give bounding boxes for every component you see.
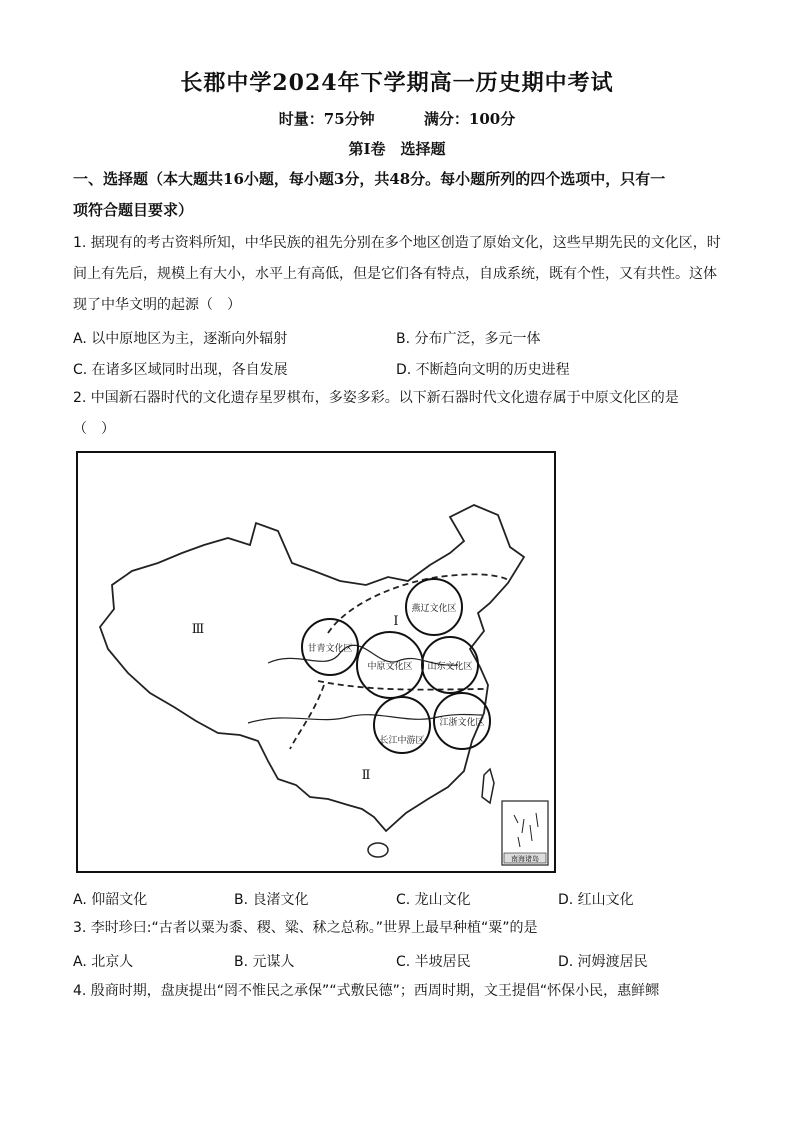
taiwan-island xyxy=(482,769,494,803)
boundary-middle xyxy=(318,681,488,690)
q3-option-a[interactable]: A. 北京人 xyxy=(73,954,134,970)
boundary-west xyxy=(290,685,324,749)
label-ganqing: 甘青文化区 xyxy=(307,644,353,654)
q2-option-b[interactable]: B. 良渚文化 xyxy=(234,892,309,908)
label-changjiang: 长江中游区 xyxy=(379,736,425,746)
roman-three: Ⅲ xyxy=(191,622,205,637)
hainan-island xyxy=(368,843,388,857)
q1-option-d[interactable]: D. 不断趋向文明的历史进程 xyxy=(396,362,570,378)
q2-line1: 2. 中国新石器时代的文化遗存星罗棋布，多姿多彩。以下新石器时代文化遗存属于中原文化区的是 xyxy=(73,390,679,406)
full-score: 满分：100分 xyxy=(423,110,516,128)
section-title: 第Ⅰ卷 选择题 xyxy=(348,140,446,158)
exam-meta xyxy=(0,108,794,129)
q3-option-d[interactable]: D. 河姆渡居民 xyxy=(558,954,648,970)
q1-option-c[interactable]: C. 在诸多区域同时出现，各自发展 xyxy=(73,362,288,378)
part-heading-line1: 一、选择题（本大题共16小题，每小题3分，共48分。每小题所列的四个选项中，只有一 xyxy=(73,170,666,188)
roman-one: Ⅰ xyxy=(393,614,399,629)
label-jiangzhe: 江浙文化区 xyxy=(439,718,485,728)
roman-two: Ⅱ xyxy=(361,768,371,783)
label-zhongyuan: 中原文化区 xyxy=(367,662,413,672)
label-yanliao: 燕辽文化区 xyxy=(411,604,457,614)
q3-option-b[interactable]: B. 元谋人 xyxy=(234,954,295,970)
q1-line3: 现了中华文明的起源（ ） xyxy=(73,297,241,313)
q2-option-c[interactable]: C. 龙山文化 xyxy=(396,892,471,908)
exam-title: 长郡中学2024年下学期高一历史期中考试 xyxy=(180,70,614,96)
time-limit: 时量：75分钟 xyxy=(278,110,375,128)
q1-line1: 1. 据现有的考古资料所知，中华民族的祖先分别在多个地区创造了原始文化，这些早期先民的文化区，时 xyxy=(73,235,721,251)
q1-line2: 间上有先后，规模上有大小，水平上有高低，但是它们各有特点，自成系统，既有个性，又有共性。这体 xyxy=(73,266,717,282)
q1-option-a[interactable]: A. 以中原地区为主，逐渐向外辐射 xyxy=(73,331,288,347)
q2-option-a[interactable]: A. 仰韶文化 xyxy=(73,892,148,908)
part-heading-line2: 项符合题目要求） xyxy=(73,201,194,219)
q2-option-d[interactable]: D. 红山文化 xyxy=(558,892,634,908)
culture-region-map xyxy=(76,451,556,873)
q1-option-b[interactable]: B. 分布广泛，多元一体 xyxy=(396,331,541,347)
q2-line2: （ ） xyxy=(73,421,115,437)
q4-line1: 4. 殷商时期，盘庚提出“罔不惟民之承保”“式敷民德”；西周时期，文王提倡“怀保小民，惠鲜鳏 xyxy=(73,983,660,999)
q3-line1: 3. 李时珍曰:“古者以粟为黍、稷、粱、秫之总称。”世界上最早种植“粟”的是 xyxy=(73,920,538,936)
q3-option-c[interactable]: C. 半坡居民 xyxy=(396,954,471,970)
label-shandong: 山东文化区 xyxy=(427,662,473,672)
map-svg xyxy=(78,453,554,871)
inset-label: 南海诸岛 xyxy=(511,855,539,863)
